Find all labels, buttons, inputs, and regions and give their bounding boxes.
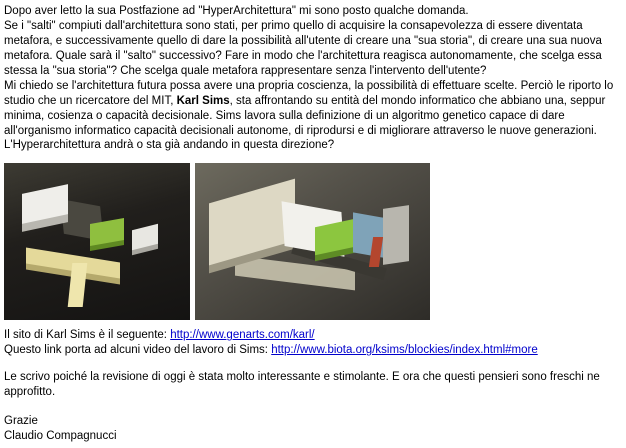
paragraph-1: Dopo aver letto la sua Postfazione ad "HyperArchitettura" mi sono posto qualche domanda. (4, 5, 469, 17)
paragraph-3-text-after: , sta affrontando su entità del mondo informatico che abbiano una, seppur minima, cosienza o capacità decisionale. Sims lavora sulla definizione di un algoritmo genetico capace di dare all'organismo informatico capacità decisionali autonome, di riprodursi e di migliorare attraverso le nuove generazioni. L'Hyperarchitettura andrà o sta già andando in questa direzione? (4, 94, 606, 152)
karl-sims-blockies-render-right (195, 163, 430, 320)
paragraph-3-text-before: Mi chiedo se l'architettura futura possa avere una propria coscienza, la possibilità di effettuare scelte. Perciò le riporto lo studio che un ricercatore del MIT, (4, 79, 614, 107)
link-line-1-label: Il sito di Karl Sims è il seguente: (4, 329, 171, 342)
paragraph-3 (4, 79, 620, 154)
link-line-karl-sims-site (4, 328, 620, 343)
image-gallery (4, 163, 620, 320)
karl-sims-name: Karl Sims (176, 94, 230, 107)
karl-sims-site-link[interactable]: http://www.genarts.com/karl/ (170, 329, 315, 342)
paragraph-2: Se i "salti" compiuti dall'architettura sono stati, per primo quello di acquisire la consapevolezza di essere diventata metafora, e successivamente quello di dare la possibilità all'utente di creare una "sua storia", di creare una sua nuova metafora. Quale sarà il "salto" successivo? Fare in modo che l'architettura reagisca autonomamente, che scelga essa stessa la "sua storia"? Che scelga quale metafora rappresentare senza l'intervento dell'utente? (4, 19, 602, 77)
link-line-2-label: Questo link porta ad alcuni video del lavoro di Sims: (4, 344, 272, 357)
link-line-biota-video (4, 343, 620, 358)
sign-off: Grazie (4, 415, 38, 428)
karl-sims-blockies-render-left (4, 163, 190, 320)
biota-blockies-link[interactable]: http://www.biota.org/ksims/blockies/index.html#more (271, 344, 538, 357)
signature: Claudio Compagnucci (4, 430, 117, 443)
closing-paragraph: Le scrivo poiché la revisione di oggi è stata molto interessante e stimolante. E ora che questi pensieri sono freschi ne approfitto. (4, 371, 600, 399)
